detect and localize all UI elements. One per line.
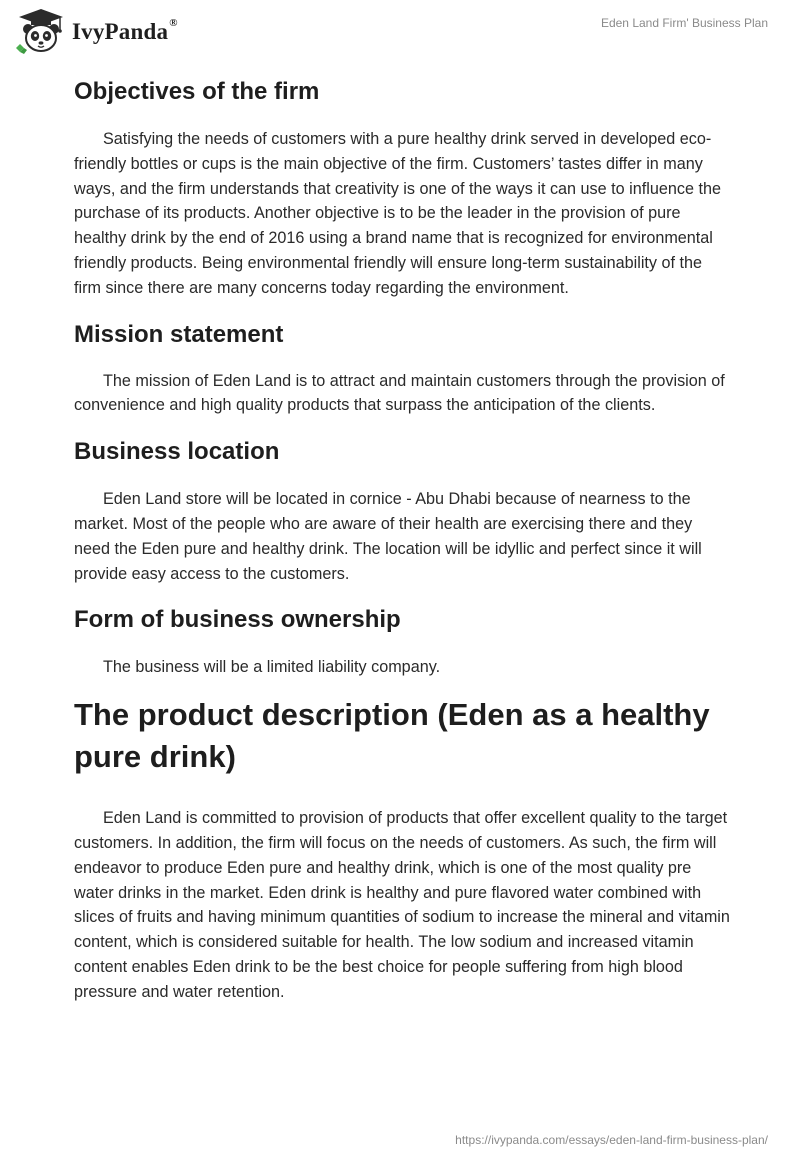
section-paragraph: Eden Land store will be located in cornice - Abu Dhabi because of nearness to the market. Most of the people who are aware of their health are exercising there and they need the Eden pure and healthy drink. The location will be idyllic and perfect since it will provide easy access to the customers. (74, 490, 702, 583)
section-ownership (74, 602, 730, 680)
section-heading: The product description (Eden as a healthy pure drink) (74, 697, 710, 775)
section-paragraph: The business will be a limited liability company. (103, 658, 441, 677)
section-paragraph: Satisfying the needs of customers with a pure healthy drink served in developed eco-friendly bottles or cups is the main objective of the firm. Customers’ tastes differ in many ways, and the firm understands that creativity is one of the ways it can use to influence the purchase of its products. Another objective is to be the leader in the provision of pure healthy drink by the end of 2016 using a brand name that is recognized for environmental friendly products. Being environmental friendly will ensure long-term sustainability of the firm since there are many concerns today regarding the environment. (74, 130, 721, 297)
section-paragraph: Eden Land is committed to provision of products that offer excellent quality to the target customers. In addition, the firm will focus on the needs of customers. As such, the firm will endeavor to produce Eden pure and healthy drink, which is one of the most quality pre water drinks in the market. Eden drink is healthy and pure flavored water combined with slices of fruits and having minimum quantities of sodium to increase the mineral and vitamin content, which is considered suitable for health. The low sodium and increased vitamin content enables Eden drink to be the best choice for people suffering from high blood pressure and water retention. (74, 809, 730, 1001)
source-url[interactable]: https://ivypanda.com/essays/eden-land-firm-business-plan/ (455, 1133, 768, 1147)
section-heading: Mission statement (74, 320, 284, 348)
section-objectives (74, 74, 730, 301)
section-heading: Business location (74, 438, 280, 466)
section-paragraph: The mission of Eden Land is to attract and maintain customers through the provision of convenience and high quality products that surpass the anticipation of the clients. (74, 371, 725, 415)
registered-mark: ® (169, 17, 178, 30)
ivypanda-logo[interactable] (14, 8, 178, 54)
section-mission (74, 317, 730, 419)
section-heading: Objectives of the firm (74, 78, 320, 105)
section-product-description (74, 694, 730, 1004)
panda-graduate-logo-icon (14, 8, 68, 54)
essay-content (74, 70, 730, 1005)
section-location (74, 434, 730, 586)
page-header (0, 0, 800, 64)
logo-wordmark (72, 19, 178, 45)
brand-name: IvyPanda (72, 19, 169, 44)
document-title: Eden Land Firm' Business Plan (600, 16, 768, 30)
section-heading: Form of business ownership (74, 606, 401, 634)
